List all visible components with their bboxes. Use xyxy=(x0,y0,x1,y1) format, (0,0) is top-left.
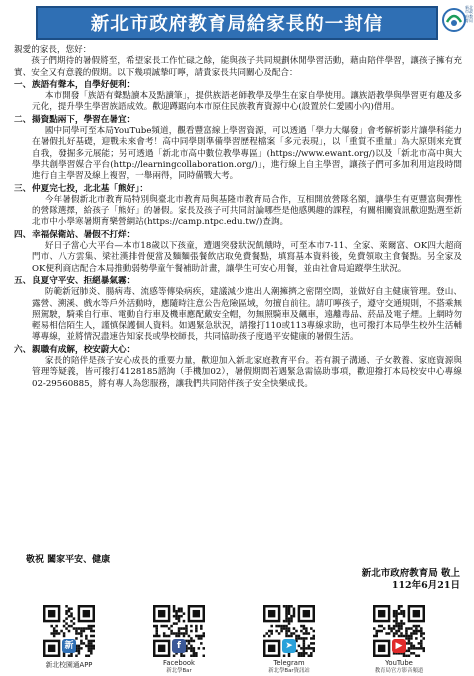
signature-org: 新北市政府教育局 敬上 xyxy=(361,568,460,579)
qr-label: Facebook xyxy=(163,659,195,667)
signature-block xyxy=(362,568,460,592)
section-body: 家長的陪伴是孩子安心成長的重要力量，歡迎加入新北家庭教育平台。若有親子溝通、子女教養、家庭資源與管理等疑義，皆可撥打4128185諮詢（手機加02），暑假期間若遇緊急需協助事項，歡迎撥打本局校安中心專線02-29560885，將有專人為您服務，讓我們共同陪伴孩子安全快樂成長。 xyxy=(32,356,462,389)
section-body: 國中同學可至本局YouTube頻道，觀看豐富線上學習資源，可以透過「學力大爆發」會考解析影片讓學科能力在暑假扎好基礎，迎戰未來會考！高中同學則準備學習歷程檔案「多元表現」，以「重質不重量」為大原則來充實自我，發掘多元展能；另可透過「新北市高中數位教學專區」(https://www.ewant.org/)以及「新北市高中與大學共創學習媒合平台(http://learningcollaboration.org/)」，進行線上自主學習，讓孩子們可多加利用這段時間進行自主學習及線上複習，一舉兩得，同時備戰大考。 xyxy=(32,126,462,182)
qr-sublabel: 新北學Bar資訊站 xyxy=(268,668,310,674)
section-number: 三、 xyxy=(14,183,32,194)
section-title: 親職有成解，校安蔚大心： xyxy=(32,344,136,355)
letter-body xyxy=(14,45,462,390)
section-number: 五、 xyxy=(14,275,32,286)
section-number: 六、 xyxy=(14,344,32,355)
closing-greeting: 敬祝 闔家平安、健康 xyxy=(26,555,111,565)
youtube-icon: ▶ xyxy=(392,639,406,653)
section-4 xyxy=(14,230,462,275)
intro-paragraph: 孩子們期待的暑假將至，希望家長工作忙碌之餘，能與孩子共同規劃休閒學習活動，藉由陪伴學習，讓孩子擁有充實、安全又有意義的假期。以下幾項誠摯叮嚀，請貴家長共同關心及配合： xyxy=(14,56,462,78)
qr-card-app[interactable] xyxy=(40,603,98,673)
section-3 xyxy=(14,184,462,229)
title-banner xyxy=(36,6,438,40)
section-body: 好日子當心大平台—本市18歲以下孩童，遭遇突發狀況飢餓時，可至本市7-11、全家、萊爾富、OK四大超商門市、八方雲集、梁社漢排骨便當及麵麵張餐飲店取免費餐點，填寫基本資料後，免費領取主食餐點。另全家及OK便利商店配合本局推動弱勢學童午餐補助計畫，讓學生可安心用餐，並由社會局追蹤學生狀況。 xyxy=(32,241,462,274)
section-body: 本市開發「族語有聲點讀本及點讀筆」，提供族語老師教學及學生在家自學使用。讓族語教學與學習更有趣及多元化，提升學生學習族語成效。歡迎蹲踞向本市原住民族教育資源中心(設置於仁愛國小內)借用。 xyxy=(32,91,462,113)
section-5 xyxy=(14,276,462,344)
facebook-icon: f xyxy=(172,639,186,653)
section-1 xyxy=(14,80,462,114)
section-number: 四、 xyxy=(14,229,32,240)
salutation: 親愛的家長，您好： xyxy=(14,45,92,55)
qr-label: Telegram xyxy=(273,659,305,667)
section-number: 一、 xyxy=(14,79,32,90)
section-number: 二、 xyxy=(14,114,32,125)
qr-label: YouTube xyxy=(385,659,413,667)
section-title: 揚資點兩下，學習在暑宜： xyxy=(32,114,136,125)
section-body: 今年暑假新北市教育局特別與臺北市教育局與基隆市教育局合作，互相開放營隊名額，讓學生有更豐富與彈性的營隊選擇，給孩子「熊好」的暑假。家長及孩子可共同討論哪些是他感興趣的課程，有關相關資訊歡迎點選至新北市中小學寒暑期育樂營網站(https://camp.ntpc.edu.tw/)查詢。 xyxy=(32,194,462,228)
qr-card-youtube[interactable] xyxy=(370,603,428,673)
logo-caption: 新北市政府教育局 xyxy=(465,5,473,24)
page-title: 新北市政府教育局給家長的一封信 xyxy=(90,14,384,35)
section-title: 族語有聲本，自學好便利： xyxy=(32,79,136,90)
qr-sublabel: 教育局官方影音頻道 xyxy=(374,668,424,674)
signature-date: 112年6月21日 xyxy=(391,580,460,591)
section-6 xyxy=(14,345,462,390)
qr-label: 新北校園通APP xyxy=(45,661,93,669)
section-title: 良夏守平安、拒絕暴氣霧： xyxy=(32,275,136,286)
qr-sublabel: 新北學Bar xyxy=(166,668,192,674)
telegram-icon: ➤ xyxy=(282,639,296,653)
qr-card-telegram[interactable] xyxy=(260,603,318,673)
section-2 xyxy=(14,115,462,183)
app-icon: 新 xyxy=(62,639,76,653)
section-title: 幸福保衛站、暑假不打烊： xyxy=(32,229,136,240)
qr-code-row xyxy=(40,603,430,673)
section-title: 仲夏完七投，北北基「熊好」： xyxy=(32,183,149,194)
qr-card-facebook[interactable] xyxy=(150,603,208,673)
section-body: 防範新冠肺炎、腸病毒、流感等傳染病疾，建議減少進出人潮擁擠之密閉空間，並做好自主健康管理。登山、露營、溯溪、戲水等戶外活動時，應隨時注意公告危險區域，勿擅自前往。請叮嚀孩子，遵守交通規則，不搭乘無照駕駛，騎乘自行車、電動自行車及機車應配戴安全帽，勿無照騎車及飆車，遠離毒品、菸品及電子煙。上網時勿輕易相信陌生人，謹慎保護個人資料。如遇緊急狀況，請撥打110或113專線求助，也可撥打本局學生校外生活輔導專線，並將情況盡速告知家長或學校師長，共同協助孩子度過平安健康的暑假生活。 xyxy=(32,287,462,343)
